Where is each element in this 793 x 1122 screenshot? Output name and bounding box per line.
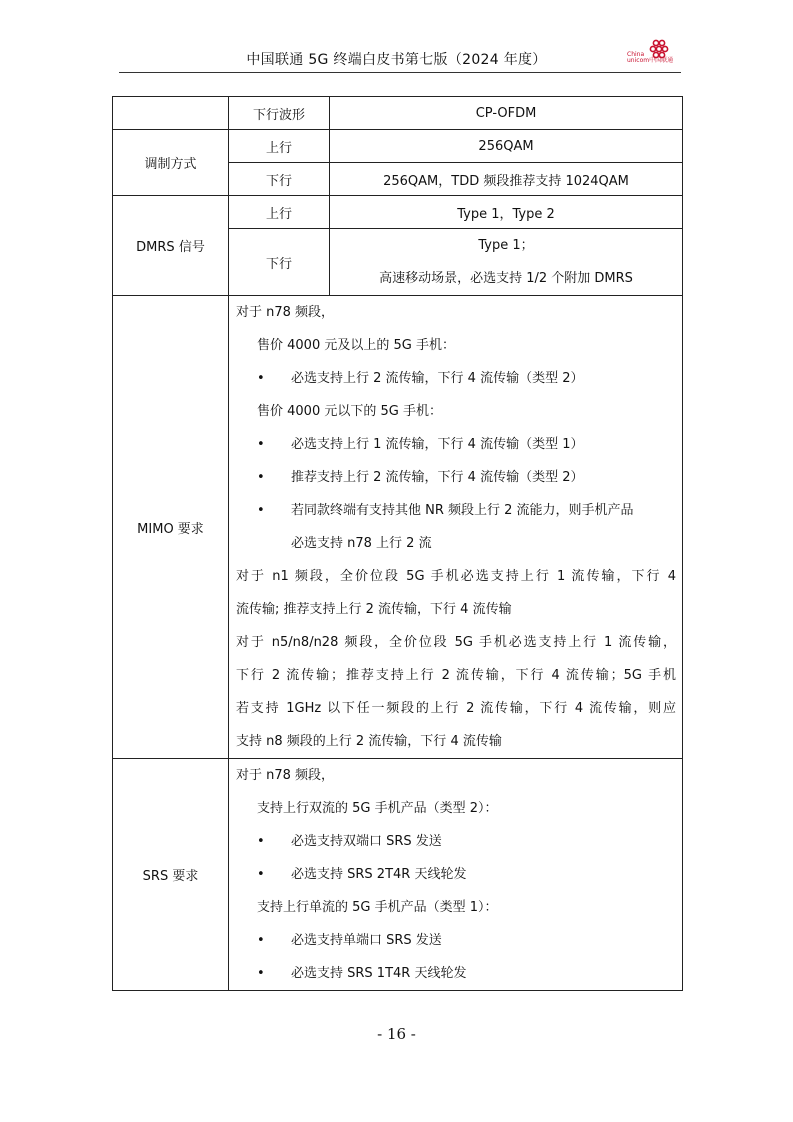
mimo-line: 支持 n8 频段的上行 2 流传输，下行 4 流传输: [236, 734, 502, 749]
logo-text-1: China: [627, 51, 645, 58]
bullet-icon: •: [257, 966, 265, 981]
table-row: [113, 130, 683, 163]
mimo-bullet-text: 必选支持上行 1 流传输，下行 4 流传输（类型 1）: [291, 437, 584, 452]
header-title: 中国联通 5G 终端白皮书第七版（2024 年度）: [246, 52, 547, 68]
modulation-dl-value: 256QAM，TDD 频段推荐支持 1024QAM: [330, 163, 683, 196]
mimo-line: 对于 n78 频段，: [236, 305, 335, 320]
mimo-line: 下行 2 流传输；推荐支持上行 2 流传输，下行 4 流传输；5G 手机: [236, 668, 676, 683]
dmrs-dl-value-line-2: 高速移动场景，必选支持 1/2 个附加 DMRS: [379, 271, 633, 286]
srs-bullet-text: 必选支持 SRS 1T4R 天线轮发: [291, 966, 467, 981]
bullet-icon: •: [257, 470, 265, 485]
mimo-content: [229, 296, 683, 759]
mimo-bullet-item: [236, 461, 676, 494]
mimo-line: 售价 4000 元及以上的 5G 手机：: [257, 338, 455, 353]
bullet-icon: •: [257, 933, 265, 948]
modulation-ul-label: 上行: [229, 130, 330, 163]
mimo-line: 必选支持 n78 上行 2 流: [291, 536, 432, 551]
srs-bullet-item: [236, 924, 676, 957]
mimo-category: MIMO 要求: [113, 296, 229, 759]
spec-table: [112, 96, 683, 991]
table-row: [113, 759, 683, 991]
mimo-bullet-text: 推荐支持上行 2 流传输，下行 4 流传输（类型 2）: [291, 470, 584, 485]
modulation-category: 调制方式: [113, 130, 229, 196]
modulation-ul-value: 256QAM: [330, 130, 683, 163]
bullet-icon: •: [257, 503, 265, 518]
srs-bullet-item: [236, 858, 676, 891]
header-rule: [119, 72, 681, 73]
dmrs-category: DMRS 信号: [113, 196, 229, 296]
table-row: [113, 97, 683, 130]
mimo-bullet-text: 若同款终端有支持其他 NR 频段上行 2 流能力，则手机产品: [291, 503, 634, 518]
srs-content: [229, 759, 683, 991]
table-row: [113, 296, 683, 759]
srs-bullet-item: [236, 825, 676, 858]
bullet-icon: •: [257, 867, 265, 882]
srs-line: 支持上行双流的 5G 手机产品（类型 2）：: [257, 801, 498, 816]
page-number: - 16 -: [377, 1025, 416, 1043]
dl-waveform-value: CP-OFDM: [330, 97, 683, 130]
bullet-icon: •: [257, 437, 265, 452]
logo-text-2: unicom中国联通: [627, 57, 674, 64]
dmrs-dl-value: [330, 229, 683, 296]
empty-cell: [113, 97, 229, 130]
bullet-icon: •: [257, 834, 265, 849]
mimo-line: 若支持 1GHz 以下任一频段的上行 2 流传输，下行 4 流传输，则应: [236, 701, 676, 716]
mimo-bullet-item: [236, 428, 676, 461]
mimo-bullet-text: 必选支持上行 2 流传输，下行 4 流传输（类型 2）: [291, 371, 584, 386]
dmrs-dl-value-line-1: Type 1；: [478, 238, 534, 253]
bullet-icon: •: [257, 371, 265, 386]
srs-line: 对于 n78 频段，: [236, 768, 335, 783]
mimo-bullet-item: [236, 494, 676, 527]
dmrs-ul-value: Type 1，Type 2: [330, 196, 683, 229]
dl-waveform-label: 下行波形: [229, 97, 330, 130]
mimo-line: 对于 n5/n8/n28 频段，全价位段 5G 手机必选支持上行 1 流传输，: [236, 635, 676, 650]
dmrs-ul-label: 上行: [229, 196, 330, 229]
mimo-line: 流传输; 推荐支持上行 2 流传输，下行 4 流传输: [236, 602, 512, 617]
srs-bullet-item: [236, 957, 676, 990]
dmrs-dl-label: 下行: [229, 229, 330, 296]
srs-category: SRS 要求: [113, 759, 229, 991]
logo-text: [627, 52, 673, 64]
srs-bullet-text: 必选支持单端口 SRS 发送: [291, 933, 442, 948]
srs-bullet-text: 必选支持双端口 SRS 发送: [291, 834, 442, 849]
srs-line: 支持上行单流的 5G 手机产品（类型 1）：: [257, 900, 498, 915]
table-row: [113, 196, 683, 229]
mimo-line: 售价 4000 元以下的 5G 手机：: [257, 404, 442, 419]
srs-bullet-text: 必选支持 SRS 2T4R 天线轮发: [291, 867, 467, 882]
mimo-line: 对于 n1 频段，全价位段 5G 手机必选支持上行 1 流传输，下行 4: [236, 569, 676, 584]
mimo-bullet-item: [236, 362, 676, 395]
modulation-dl-label: 下行: [229, 163, 330, 196]
